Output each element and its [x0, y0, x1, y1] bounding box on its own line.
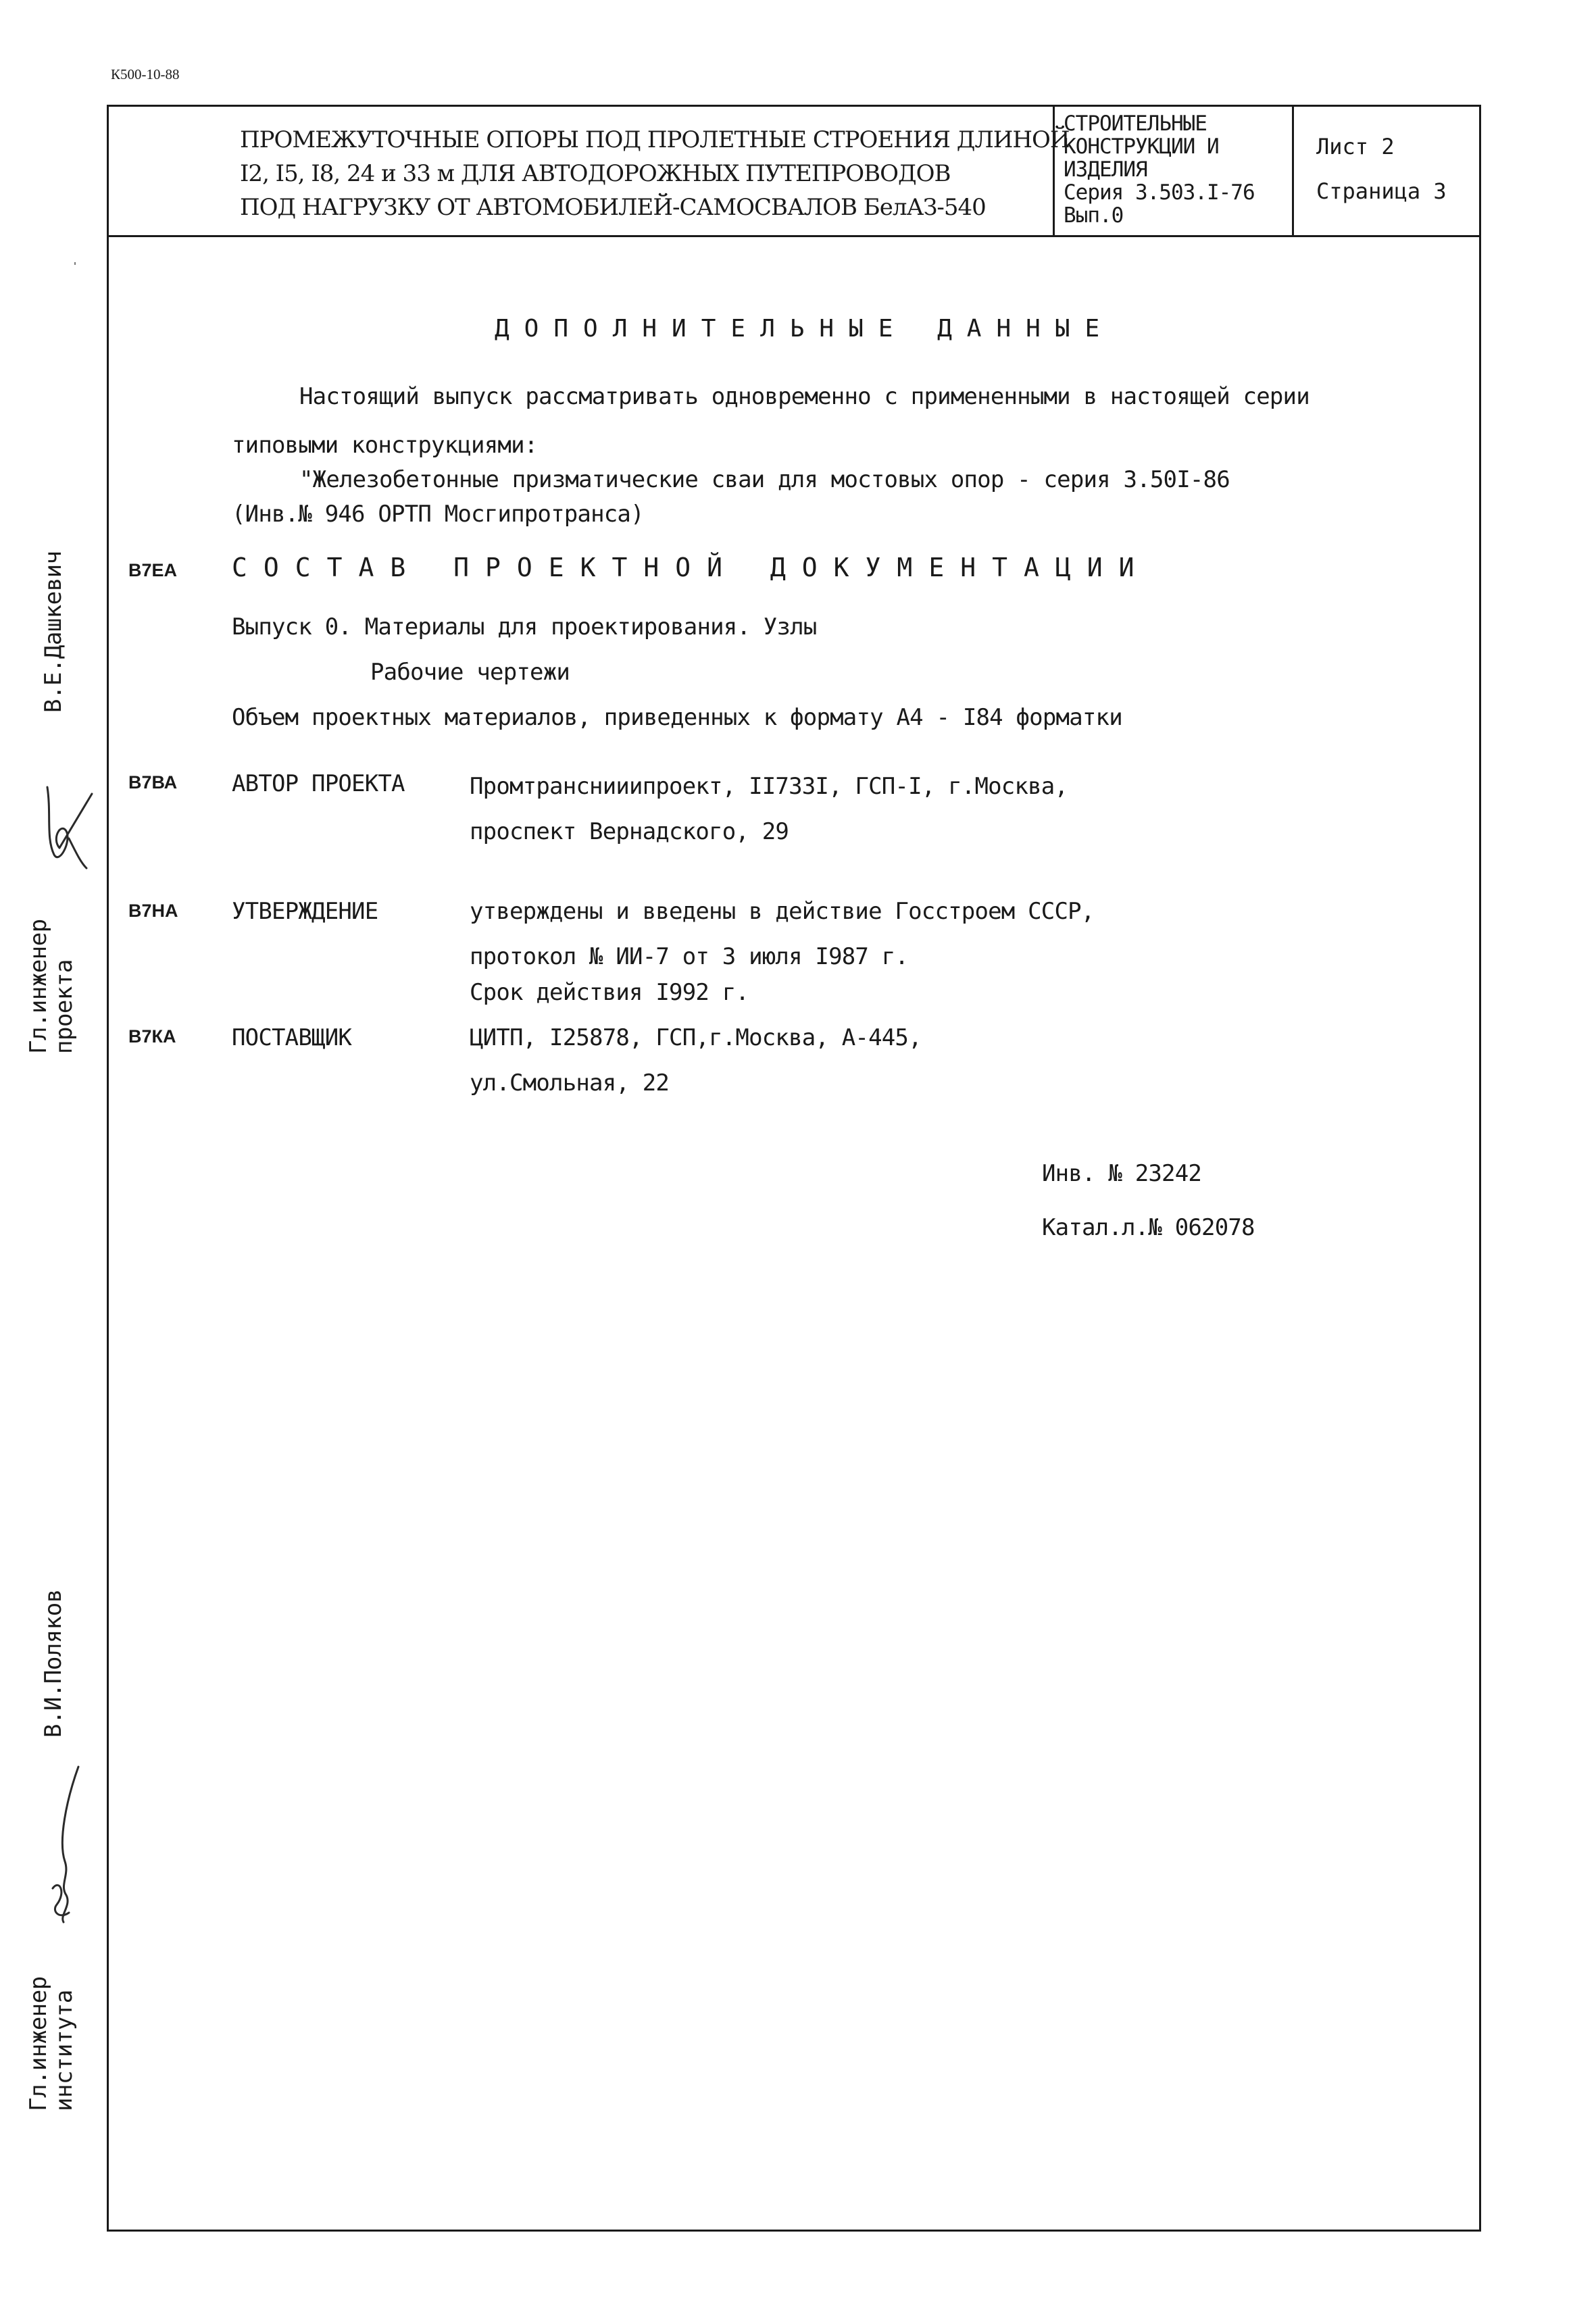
additional-heading: ДОПОЛНИТЕЛЬНЫЕ ДАННЫЕ: [495, 315, 1115, 343]
signer-role-bottom: [26, 1976, 77, 2111]
header-title: [240, 123, 1070, 224]
additional-line: Настоящий выпуск рассматривать одновременно с примененными в настоящей серии: [299, 383, 1310, 410]
series-line: СТРОИТЕЛЬНЫЕ: [1064, 111, 1207, 136]
composition-line: Выпуск 0. Материалы для проектирования. Узлы: [232, 613, 817, 640]
header-series: [1064, 112, 1255, 227]
series-line: ИЗДЕЛИЯ: [1064, 157, 1147, 182]
signer-role-line: Гл.инженер: [25, 919, 52, 1054]
document-code: К500-10-88: [111, 66, 180, 82]
signature-top: [39, 774, 100, 875]
composition-line: Рабочие чертежи: [370, 659, 570, 686]
section-code: В7ВА: [128, 772, 178, 793]
section-code: В7ЕА: [128, 560, 178, 580]
signer-role-line: института: [51, 1990, 78, 2111]
header-title-line: ПРОМЕЖУТОЧНЫЕ ОПОРЫ ПОД ПРОЛЕТНЫЕ СТРОЕНИЯ ДЛИНОЙ: [240, 126, 1070, 153]
series-line: Серия 3.503.I-76: [1064, 180, 1255, 205]
additional-line: (Инв.№ 946 ОРТП Мосгипротранса): [232, 501, 644, 528]
header-divider: [107, 235, 1481, 237]
signer-role-line: Гл.инженер: [25, 1976, 52, 2111]
signer-name-bottom: В.И.Поляков: [40, 1589, 67, 1738]
approval-label: УТВЕРЖДЕНИЕ: [232, 898, 378, 925]
series-line: Вып.0: [1064, 203, 1124, 228]
author-line: проспект Вернадского, 29: [470, 818, 789, 845]
author-line: Промтранснииипроект, II733I, ГСП-I, г.Москва,: [470, 773, 1068, 800]
additional-line: "Железобетонные призматические сваи для мостовых опор - серия 3.50I-86: [299, 466, 1230, 493]
sheet-number: Лист 2: [1316, 134, 1395, 159]
supplier-line: ул.Смольная, 22: [470, 1070, 670, 1097]
header-title-line: ПОД НАГРУЗКУ ОТ АВТОМОБИЛЕЙ-САМОСВАЛОВ БелАЗ-540: [240, 194, 986, 221]
approval-line: Срок действия I992 г.: [470, 979, 749, 1006]
supplier-line: ЦИТП, I25878, ГСП,г.Москва, А-445,: [470, 1024, 922, 1051]
approval-line: утверждены и введены в действие Госстроем СССР,: [470, 898, 1095, 925]
signer-role-line: проекта: [51, 959, 78, 1054]
signer-role-top: [26, 919, 77, 1054]
author-label: АВТОР ПРОЕКТА: [232, 770, 405, 797]
margin-mark: [74, 262, 76, 265]
catalog-number: Катал.л.№ 062078: [1042, 1214, 1255, 1241]
page-number: Страница 3: [1316, 178, 1447, 204]
page-frame: [107, 105, 1481, 2232]
supplier-label: ПОСТАВЩИК: [232, 1024, 352, 1051]
section-code: В7КА: [128, 1026, 176, 1047]
signer-name-top: В.Е.Дашкевич: [40, 551, 67, 713]
header-divider-right: [1292, 105, 1294, 237]
header-title-line: I2, I5, I8, 24 и 33 м ДЛЯ АВТОДОРОЖНЫХ ПУТЕПРОВОДОВ: [240, 160, 951, 187]
additional-line: типовыми конструкциями:: [232, 432, 538, 459]
series-line: КОНСТРУКЦИИ И: [1064, 134, 1219, 159]
composition-line: Объем проектных материалов, приведенных к формату А4 - I84 форматки: [232, 704, 1122, 731]
composition-heading: СОСТАВ ПРОЕКТНОЙ ДОКУМЕНТАЦИИ: [232, 553, 1151, 582]
section-code: В7НА: [128, 901, 178, 921]
inventory-number: Инв. № 23242: [1042, 1160, 1202, 1187]
approval-line: протокол № ИИ-7 от 3 июля I987 г.: [470, 943, 909, 970]
signature-bottom: [39, 1760, 86, 1929]
